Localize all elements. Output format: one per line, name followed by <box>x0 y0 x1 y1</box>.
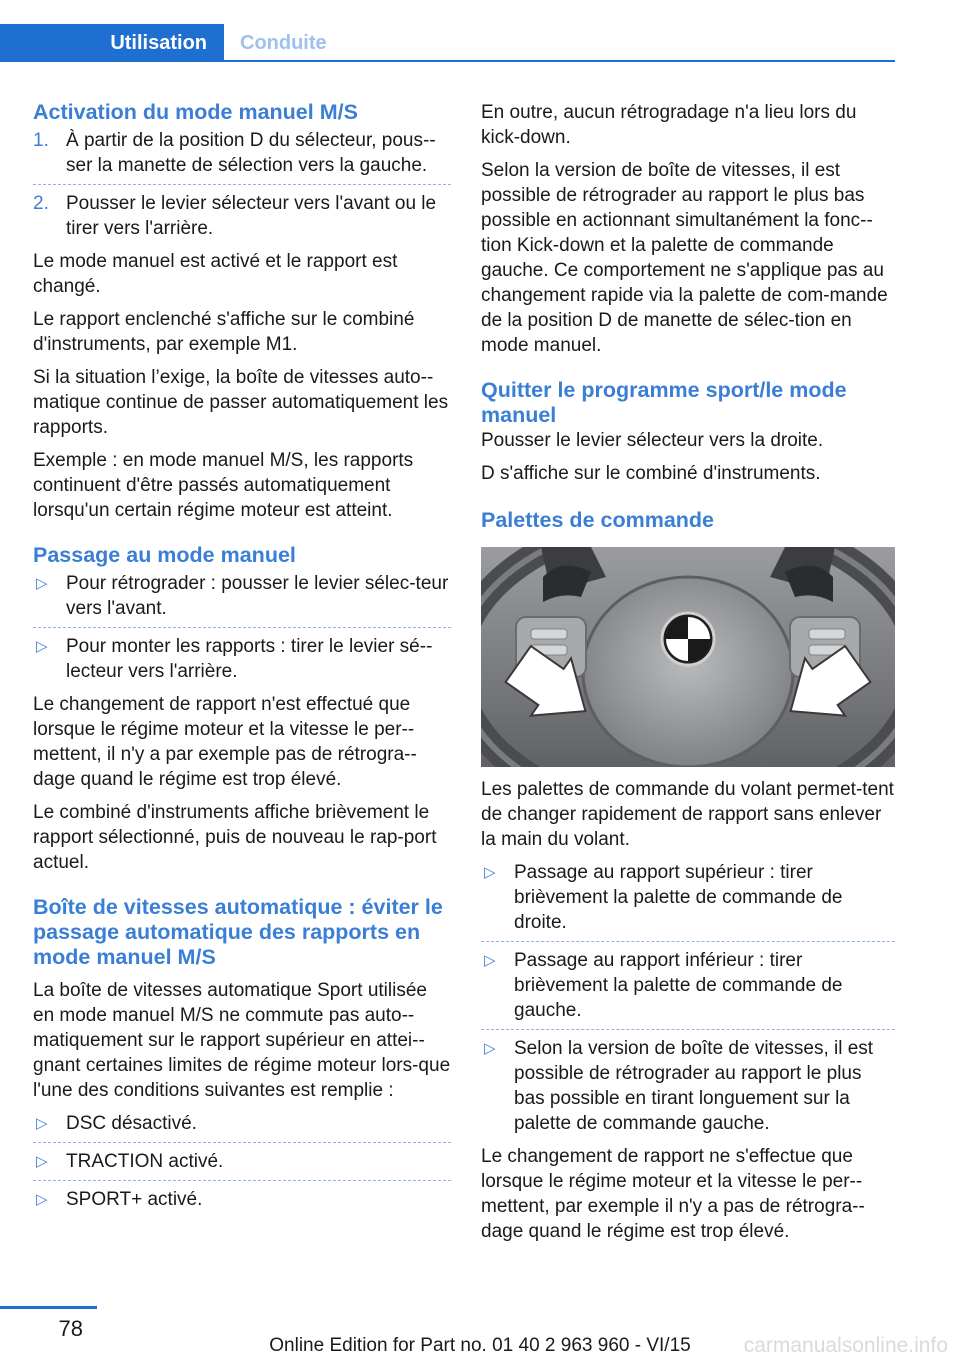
bullet-triangle-icon: ▷ <box>36 1191 48 1208</box>
step-number: 2. <box>33 193 49 214</box>
divider <box>481 941 895 942</box>
tab-bar-rule <box>0 60 895 62</box>
step-number: 1. <box>33 130 49 151</box>
left-column <box>33 100 451 1212</box>
paragraph: Les palettes de commande du volant permet-tent de changer rapidement de rapport sans enlever la main du volant. <box>481 779 894 850</box>
bullet-text: TRACTION activé. <box>66 1151 224 1172</box>
paragraph: Si la situation l’exige, la boîte de vitesses auto-matique continue de passer automatiquement les rapports. <box>33 367 449 438</box>
bullet-text: Pour rétrograder : pousser le levier sélec-teur vers l'avant. <box>66 573 449 619</box>
divider <box>33 627 451 628</box>
step-item <box>33 128 451 178</box>
paragraph: Le changement de rapport ne s'effectue que lorsque le régime moteur et la vitesse le per-mettent, par exemple il n'y a pas de rétrogra-dage quand le régime est trop élevé. <box>481 1146 865 1242</box>
tab-conduite[interactable] <box>240 24 327 62</box>
paragraph: Exemple : en mode manuel M/S, les rapports continuent d'être passés automatiquement lorsqu'un certain régime moteur est atteint. <box>33 450 414 521</box>
heading-activation: Activation du mode manuel M/S <box>33 100 358 124</box>
tab-bar <box>0 24 895 62</box>
right-column <box>481 100 895 1244</box>
paragraph: Le rapport enclenché s'affiche sur le combiné d'instruments, par exemple M1. <box>33 309 415 355</box>
step-text: À partir de la position D du sélecteur, pous-ser la manette de sélection vers la gauche. <box>66 130 436 176</box>
bullet-triangle-icon: ▷ <box>36 575 48 592</box>
paragraph: Le mode manuel est activé et le rapport est changé. <box>33 251 398 297</box>
paragraph: Pousser le levier sélecteur vers la droite. <box>481 430 824 451</box>
heading-palettes: Palettes de commande <box>481 508 715 532</box>
bullet-text: Pour monter les rapports : tirer le levier sé-lecteur vers l'arrière. <box>66 636 433 682</box>
bullet-triangle-icon: ▷ <box>36 638 48 655</box>
bullet-text: Selon la version de boîte de vitesses, il est possible de rétrograder au rapport le plus bas possible en tirant longuement sur la palette de commande gauche. <box>514 1038 874 1134</box>
bullet-text: Passage au rapport supérieur : tirer brièvement la palette de commande de droite. <box>514 862 843 933</box>
bullet-text: Passage au rapport inférieur : tirer brièvement la palette de commande de gauche. <box>514 950 843 1021</box>
paragraph: D s'affiche sur le combiné d'instruments. <box>481 463 821 484</box>
watermark: carmanualsonline.info <box>743 1334 948 1357</box>
footer-accent-bar <box>0 1306 97 1309</box>
bullet-item <box>33 1111 451 1136</box>
heading-quitter: Quitter le programme sport/le mode manuel <box>481 378 847 427</box>
bullet-triangle-icon: ▷ <box>484 952 496 969</box>
divider <box>33 184 451 185</box>
paragraph: En outre, aucun rétrogradage n'a lieu lors du kick-down. <box>481 102 857 148</box>
paragraph: Le combiné d'instruments affiche brièvement le rapport sélectionné, puis de nouveau le rap-port actuel. <box>33 802 437 873</box>
bullet-item <box>33 571 451 621</box>
step-item <box>33 191 451 241</box>
tab-utilisation[interactable] <box>0 24 224 62</box>
bullet-triangle-icon: ▷ <box>36 1153 48 1170</box>
paragraph: Selon la version de boîte de vitesses, il est possible de rétrograder au rapport le plus bas possible en actionnant simultanément la fonc-tion Kick-down et la palette de commande gauche. Ce comportement ne s'applique pas au changement rapide via la palette de com-mande de la position D de manette de sélec-tion en mode manuel. <box>481 160 888 356</box>
bullet-item <box>481 948 895 1023</box>
steering-wheel-image <box>481 547 895 767</box>
divider <box>481 1029 895 1030</box>
bullet-item <box>33 634 451 684</box>
steering-wheel-illustration <box>481 547 895 767</box>
tab-utilisation-label: Utilisation <box>110 31 207 54</box>
page-number: 78 <box>58 1316 83 1341</box>
divider <box>33 1142 451 1143</box>
paragraph: La boîte de vitesses automatique Sport utilisée en mode manuel M/S ne commute pas auto-matiquement sur le rapport supérieur en attei-gnant certaines limites de régime moteur lors-que l'une des conditions suivantes est remplie : <box>33 980 451 1101</box>
bullet-triangle-icon: ▷ <box>484 1040 496 1057</box>
bullet-text: SPORT+ activé. <box>66 1189 203 1210</box>
bullet-item <box>33 1187 451 1212</box>
step-text: Pousser le levier sélecteur vers l'avant ou le tirer vers l'arrière. <box>66 193 437 239</box>
bullet-triangle-icon: ▷ <box>484 864 496 881</box>
paragraph: Le changement de rapport n'est effectué que lorsque le régime moteur et la vitesse le per-mettent, il n'y a par exemple pas de rétrogra-dage quand le régime est trop élevé. <box>33 694 417 790</box>
divider <box>33 1180 451 1181</box>
tab-conduite-label: Conduite <box>240 31 327 54</box>
heading-passage-manuel: Passage au mode manuel <box>33 543 296 567</box>
edition-line: Online Edition for Part no. 01 40 2 963 960 - VI/15 <box>269 1335 691 1356</box>
bullet-item <box>481 1036 895 1136</box>
bullet-text: DSC désactivé. <box>66 1113 197 1134</box>
heading-boite-vitesses: Boîte de vitesses automatique : éviter le passage automatique des rapports en mode manuel M/S <box>33 895 443 969</box>
bullet-triangle-icon: ▷ <box>36 1115 48 1132</box>
bullet-item <box>481 860 895 935</box>
bullet-item <box>33 1149 451 1174</box>
